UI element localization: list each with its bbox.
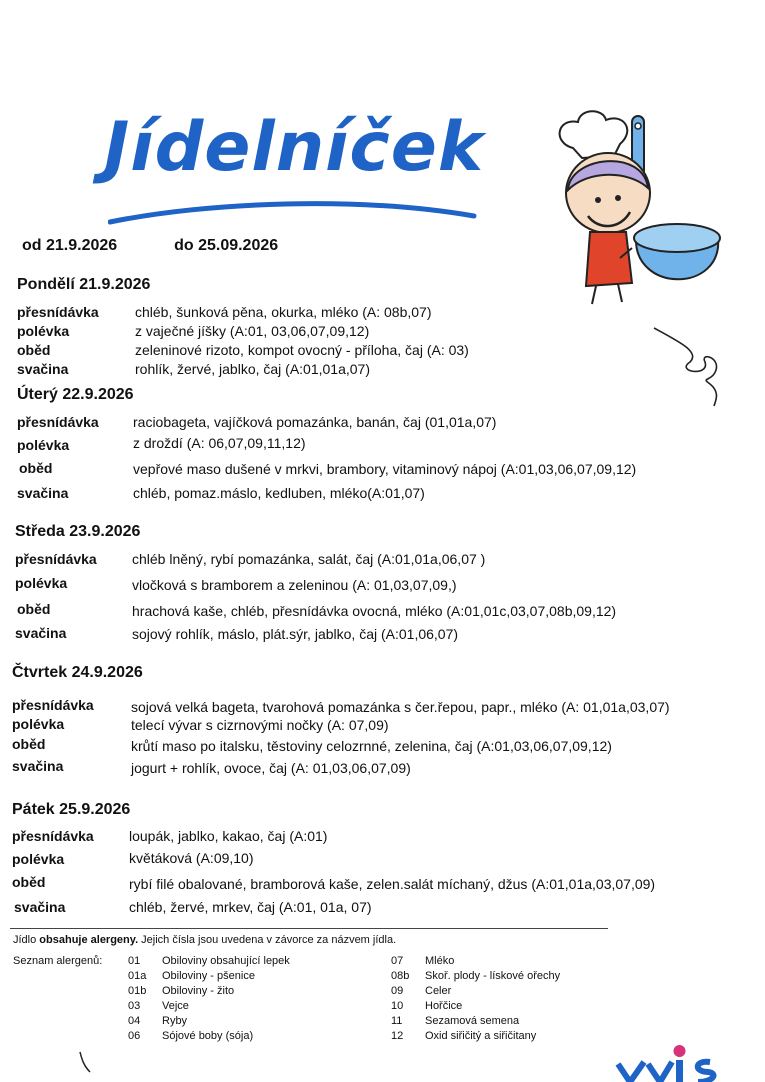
meal-label: svačina — [17, 361, 69, 377]
date-from: od 21.9.2026 — [22, 237, 118, 254]
meal-text: vločková s bramborem a zeleninou (A: 01,03,07,09,) — [132, 577, 457, 593]
meal-label: přesnídávka — [17, 304, 99, 320]
meal-text: z droždí (A: 06,07,09,11,12) — [133, 435, 306, 451]
day-title-tuesday: Úterý 22.9.2026 — [17, 386, 134, 403]
meal-label: svačina — [14, 899, 66, 915]
day-title-thursday: Čtvrtek 24.9.2026 — [12, 664, 143, 681]
allergen-name: Oxid siřičitý a siřičitany — [425, 1030, 537, 1042]
allergen-item — [128, 955, 290, 967]
day-title-monday: Pondělí 21.9.2026 — [17, 276, 151, 293]
meal-text: chléb, žervé, mrkev, čaj (A:01, 01a, 07) — [129, 899, 372, 915]
allergen-item — [128, 985, 234, 997]
meal-label: přesnídávka — [12, 697, 94, 713]
meal-label: přesnídávka — [17, 414, 99, 430]
footer-divider — [10, 928, 608, 929]
allergen-code: 01a — [128, 970, 147, 982]
allergen-code: 10 — [391, 1000, 404, 1012]
allergen-name: Sezamová semena — [425, 1015, 520, 1027]
date-range — [22, 237, 278, 255]
meal-label: oběd — [19, 460, 53, 476]
meal-text: krůtí maso po italsku, těstoviny celozrnné, zelenina, čaj (A:01,03,06,07,09,12) — [131, 738, 612, 754]
meal-text: chléb, pomaz.máslo, kedluben, mléko(A:01,07) — [133, 485, 425, 501]
meal-label: polévka — [17, 437, 70, 453]
allergen-code: 01 — [128, 955, 141, 967]
allergen-item — [391, 1030, 536, 1042]
allergen-note-bold: obsahuje alergeny. — [39, 934, 139, 946]
allergen-name: Obiloviny - pšenice — [162, 970, 255, 982]
allergen-item — [391, 955, 454, 967]
title-underline-swoosh — [108, 198, 478, 228]
meal-label: polévka — [17, 323, 70, 339]
meal-label: polévka — [15, 575, 68, 591]
allergen-name: Obiloviny obsahující lepek — [162, 955, 290, 967]
meal-label: polévka — [12, 851, 65, 867]
meal-label: svačina — [15, 625, 67, 641]
allergen-item — [128, 1015, 187, 1027]
allergen-name: Mléko — [425, 955, 455, 967]
allergen-code: 06 — [128, 1030, 141, 1042]
allergen-name: Hořčice — [425, 1000, 463, 1012]
allergen-item — [128, 1030, 253, 1042]
meal-label: svačina — [17, 485, 69, 501]
allergen-item — [391, 970, 560, 982]
meal-text: chléb, šunková pěna, okurka, mléko (A: 08b,07) — [135, 304, 432, 320]
allergen-item — [128, 1000, 189, 1012]
allergen-name: Vejce — [162, 1000, 189, 1012]
meal-text: raciobageta, vajíčková pomazánka, banán, čaj (01,01a,07) — [133, 414, 497, 430]
meal-text: sojový rohlík, máslo, plát.sýr, jablko, čaj (A:01,06,07) — [132, 626, 459, 642]
meal-text: chléb lněný, rybí pomazánka, salát, čaj (A:01,01a,06,07 ) — [132, 551, 486, 567]
page-title: Jídelníček — [104, 108, 485, 187]
meal-text: telecí vývar s cizrnovými nočky (A: 07,09) — [131, 717, 389, 733]
meal-text: květáková (A:09,10) — [129, 850, 254, 866]
allergen-note-post: Jejich čísla jsou uvedena v závorce za názvem jídla. — [138, 934, 397, 946]
allergen-name: Sójové boby (sója) — [162, 1030, 254, 1042]
allergen-code: 08b — [391, 970, 410, 982]
allergen-code: 09 — [391, 985, 404, 997]
meal-text: vepřové maso dušené v mrkvi, brambory, vitaminový nápoj (A:01,03,06,07,09,12) — [133, 461, 637, 477]
meal-text: hrachová kaše, chléb, přesnídávka ovocná, mléko (A:01,01c,03,07,08b,09,12) — [132, 603, 617, 619]
meal-label: oběd — [17, 342, 51, 358]
school-logo — [614, 1040, 724, 1082]
pen-mark — [78, 1050, 92, 1074]
allergen-note-pre: Jídlo — [13, 934, 40, 946]
allergen-code: 07 — [391, 955, 404, 967]
allergen-list-title: Seznam alergenů: — [13, 955, 103, 967]
meal-text: jogurt + rohlík, ovoce, čaj (A: 01,03,06,07,09) — [131, 760, 411, 776]
chef-illustration — [548, 108, 738, 308]
allergen-code: 11 — [391, 1015, 403, 1027]
day-title-wednesday: Středa 23.9.2026 — [15, 523, 141, 540]
meal-label: oběd — [12, 736, 46, 752]
signature-scribble — [650, 322, 730, 412]
meal-text: loupák, jablko, kakao, čaj (A:01) — [129, 828, 328, 844]
allergen-name: Obiloviny - žito — [162, 985, 235, 997]
meal-label: přesnídávka — [15, 551, 97, 567]
allergen-code: 04 — [128, 1015, 141, 1027]
allergen-code: 03 — [128, 1000, 141, 1012]
allergen-code: 12 — [391, 1030, 404, 1042]
allergen-item — [391, 985, 451, 997]
meal-text: z vaječné jíšky (A:01, 03,06,07,09,12) — [135, 323, 370, 339]
meal-text: zeleninové rizoto, kompot ovocný - příloha, čaj (A: 03) — [135, 342, 469, 358]
meal-label: oběd — [17, 601, 51, 617]
allergen-note — [13, 934, 396, 946]
allergen-item — [391, 1000, 462, 1012]
allergen-name: Ryby — [162, 1015, 188, 1027]
meal-label: svačina — [12, 758, 64, 774]
allergen-name: Skoř. plody - lískové ořechy — [425, 970, 561, 982]
meal-label: polévka — [12, 716, 65, 732]
meal-text: rohlík, žervé, jablko, čaj (A:01,01a,07) — [135, 361, 371, 377]
meal-label: oběd — [12, 874, 46, 890]
allergen-name: Celer — [425, 985, 452, 997]
meal-text: rybí filé obalované, bramborová kaše, zelen.salát míchaný, džus (A:01,01a,03,07,09) — [129, 876, 656, 892]
allergen-item — [128, 970, 255, 982]
meal-text: sojová velká bageta, tvarohová pomazánka s čer.řepou, papr., mléko (A: 01,01a,03,07) — [131, 699, 670, 715]
allergen-code: 01b — [128, 985, 147, 997]
allergen-item — [391, 1015, 519, 1027]
day-title-friday: Pátek 25.9.2026 — [12, 801, 131, 818]
meal-label: přesnídávka — [12, 828, 94, 844]
date-to: do 25.09.2026 — [174, 237, 279, 254]
